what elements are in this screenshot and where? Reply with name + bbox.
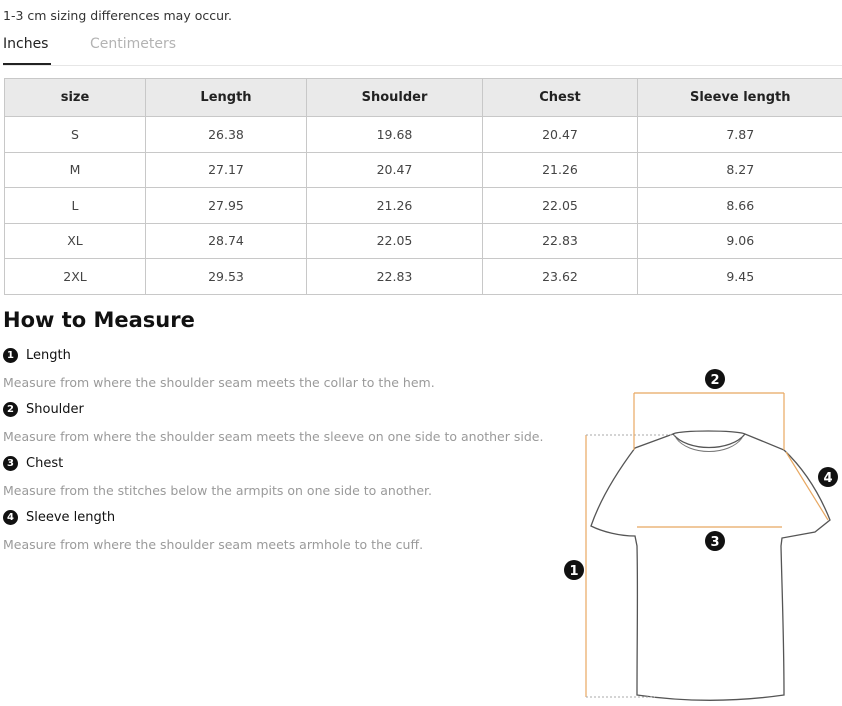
step-description: Measure from where the shoulder seam meets armhole to the cuff. [3,537,424,552]
step-label: Chest [26,456,64,471]
step-chest [3,456,63,471]
cell-length: 27.17 [146,152,307,188]
tab-centimeters[interactable]: Centimeters [90,36,177,52]
table-row [5,223,842,259]
header-sleeve-length: Sleeve length [638,79,842,117]
cell-chest: 22.05 [483,188,638,224]
tshirt-outline-icon [591,434,833,700]
cell-size: L [5,188,146,224]
step-description: Measure from the stitches below the armpits on one side to another. [3,483,432,498]
cell-shoulder: 22.05 [307,223,483,259]
svg-text:2: 2 [710,373,720,388]
cell-size: 2XL [5,259,146,295]
cell-shoulder: 20.47 [307,152,483,188]
svg-text:1: 1 [569,564,579,579]
size-table [4,78,842,295]
step-label: Length [26,348,71,363]
cell-chest: 22.83 [483,223,638,259]
svg-text:3: 3 [710,535,720,550]
marker-2 [705,369,725,389]
tshirt-measure-diagram [555,360,842,702]
header-size: size [5,79,146,117]
number-4-icon: 4 [3,510,18,525]
marker-4 [818,467,838,487]
cell-length: 29.53 [146,259,307,295]
cell-length: 26.38 [146,117,307,153]
marker-3 [705,531,725,551]
header-chest: Chest [483,79,638,117]
cell-chest: 23.62 [483,259,638,295]
table-header-row [5,79,842,117]
sizing-note: 1-3 cm sizing differences may occur. [3,8,232,23]
table-row [5,188,842,224]
number-1-icon: 1 [3,348,18,363]
how-to-measure-title: How to Measure [3,308,195,332]
step-shoulder [3,402,84,417]
cell-chest: 20.47 [483,117,638,153]
step-sleeve-length [3,510,115,525]
marker-1 [564,560,584,580]
number-3-icon: 3 [3,456,18,471]
step-description: Measure from where the shoulder seam meets the sleeve on one side to another side. [3,429,544,444]
step-description: Measure from where the shoulder seam meets the collar to the hem. [3,375,435,390]
tab-inches[interactable]: Inches [3,36,48,64]
unit-tabs [3,36,842,66]
number-2-icon: 2 [3,402,18,417]
cell-sleeve-length: 8.66 [638,188,842,224]
svg-text:4: 4 [823,471,833,486]
table-row [5,117,842,153]
cell-shoulder: 22.83 [307,259,483,295]
cell-sleeve-length: 9.06 [638,223,842,259]
cell-size: M [5,152,146,188]
cell-size: S [5,117,146,153]
cell-size: XL [5,223,146,259]
step-length [3,348,71,363]
cell-sleeve-length: 7.87 [638,117,842,153]
header-length: Length [146,79,307,117]
header-shoulder: Shoulder [307,79,483,117]
step-label: Shoulder [26,402,84,417]
cell-sleeve-length: 8.27 [638,152,842,188]
cell-shoulder: 21.26 [307,188,483,224]
table-row [5,259,842,295]
cell-length: 28.74 [146,223,307,259]
cell-length: 27.95 [146,188,307,224]
cell-shoulder: 19.68 [307,117,483,153]
cell-chest: 21.26 [483,152,638,188]
cell-sleeve-length: 9.45 [638,259,842,295]
step-label: Sleeve length [26,510,116,525]
table-row [5,152,842,188]
